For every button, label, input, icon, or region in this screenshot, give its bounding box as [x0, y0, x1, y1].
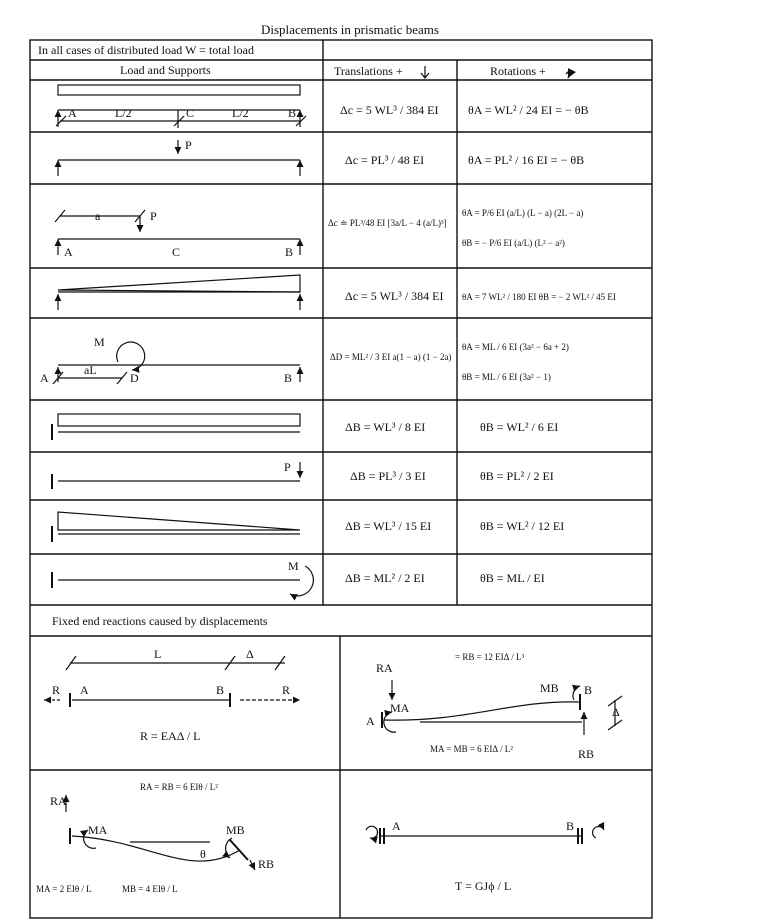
- label-RB-rot: RB: [258, 857, 275, 871]
- label-B-row3: B: [285, 245, 294, 259]
- row1-rot: θA = WL² / 24 EI = − θB: [468, 103, 589, 117]
- header-load: Load and Supports: [120, 63, 211, 77]
- label-B-shear: B: [584, 683, 593, 697]
- row7-rot: θB = PL² / 2 EI: [480, 469, 554, 483]
- row8-rot: θB = WL² / 12 EI: [480, 519, 565, 533]
- label-L2-left: L/2: [115, 106, 132, 120]
- clockwise-icon: [566, 71, 571, 78]
- label-a: a: [95, 209, 101, 223]
- label-delta-shear: Δ: [612, 705, 620, 719]
- label-L2-right: L/2: [232, 106, 249, 120]
- shear-r-formula: = RB = 12 EIΔ / L³: [455, 652, 525, 662]
- row4-trans: Δc = 5 WL³ / 384 EI: [345, 289, 444, 303]
- row5-trans: ΔD = ML² / 3 EI a(1 − a) (1 − 2a): [330, 352, 452, 362]
- label-R-left: R: [52, 683, 61, 697]
- rot-r-formula: RA = RB = 6 EIθ / L²: [140, 782, 218, 792]
- row3-rot-a: θA = P/6 EI (a/L) (L − a) (2L − a): [462, 208, 584, 218]
- label-MB-rot: MB: [226, 823, 245, 837]
- row9-diagram: [52, 566, 313, 596]
- rot-ma-formula: MA = 2 EIθ / L: [36, 884, 92, 894]
- label-P: P: [185, 138, 192, 152]
- label-P-row7: P: [284, 460, 291, 474]
- label-RB-shear: RB: [578, 747, 595, 761]
- row3-trans: Δc ≐ PL³/48 EI [3a/L − 4 (a/L)³]: [328, 218, 447, 228]
- row3-rot-b: θB = − P/6 EI (a/L) (L² − a²): [462, 238, 565, 248]
- label-D: D: [130, 371, 139, 385]
- label-A-row5: A: [40, 371, 49, 385]
- label-A-axial: A: [80, 683, 89, 697]
- label-C-row3: C: [172, 245, 181, 259]
- label-C: C: [186, 106, 195, 120]
- down-arrow-icon: [421, 66, 429, 78]
- row6-trans: ΔB = WL³ / 8 EI: [345, 420, 426, 434]
- label-L-axial: L: [154, 647, 162, 661]
- table-grid: [30, 40, 652, 918]
- fixed-heading: Fixed end reactions caused by displacements: [52, 614, 268, 628]
- rot-mb-formula: MB = 4 EIθ / L: [122, 884, 178, 894]
- row2-rot: θA = PL² / 16 EI = − θB: [468, 153, 585, 167]
- row8-diagram: [52, 512, 300, 542]
- label-A-torsion: A: [392, 819, 401, 833]
- row7-trans: ΔB = PL³ / 3 EI: [350, 469, 426, 483]
- label-aL: aL: [84, 363, 97, 377]
- header-rotations: Rotations +: [490, 64, 546, 78]
- row9-rot: θB = ML / EI: [480, 571, 545, 585]
- page-title: Displacements in prismatic beams: [261, 22, 439, 37]
- label-MB-shear: MB: [540, 681, 559, 695]
- label-A: A: [68, 106, 77, 120]
- label-MA-shear: MA: [390, 701, 410, 715]
- label-RA-shear: RA: [376, 661, 393, 675]
- row6-diagram: [52, 414, 300, 440]
- label-M: M: [94, 335, 105, 349]
- row6-rot: θB = WL² / 6 EI: [480, 420, 559, 434]
- header-translations: Translations +: [334, 64, 403, 78]
- row8-trans: ΔB = WL³ / 15 EI: [345, 519, 432, 533]
- row4-diagram: [58, 275, 300, 310]
- row1-diagram: [56, 85, 306, 128]
- shear-m-formula: MA = MB = 6 EIΔ / L²: [430, 744, 513, 754]
- label-P-row3: P: [150, 209, 157, 223]
- row9-trans: ΔB = ML² / 2 EI: [345, 571, 425, 585]
- label-A-row3: A: [64, 245, 73, 259]
- label-R-right: R: [282, 683, 291, 697]
- row2-diagram: [58, 140, 300, 176]
- row4-rot: θA = 7 WL² / 180 EI θB = − 2 WL² / 45 EI: [462, 292, 616, 302]
- label-B: B: [288, 106, 297, 120]
- label-theta-rot: θ: [200, 847, 206, 861]
- label-RA-rot: RA: [50, 794, 67, 808]
- label-MA-rot: MA: [88, 823, 108, 837]
- label-B-axial: B: [216, 683, 225, 697]
- label-M-row9: M: [288, 559, 299, 573]
- header-note: In all cases of distributed load W = total load: [38, 43, 254, 57]
- row5-rot-b: θB = ML / 6 EI (3a² − 1): [462, 372, 551, 382]
- torsion-formula: T = GJϕ / L: [455, 879, 512, 893]
- label-B-row5: B: [284, 371, 293, 385]
- row7-diagram: [52, 462, 300, 489]
- row2-trans: Δc = PL³ / 48 EI: [345, 153, 425, 167]
- label-A-shear: A: [366, 714, 375, 728]
- axial-diagram: [44, 656, 300, 707]
- label-B-torsion: B: [566, 819, 575, 833]
- row5-rot-a: θA = ML / 6 EI (3a² − 6a + 2): [462, 342, 569, 352]
- label-delta-axial: Δ: [246, 647, 254, 661]
- axial-formula: R = EAΔ / L: [140, 729, 201, 743]
- row1-trans: Δc = 5 WL³ / 384 EI: [340, 103, 439, 117]
